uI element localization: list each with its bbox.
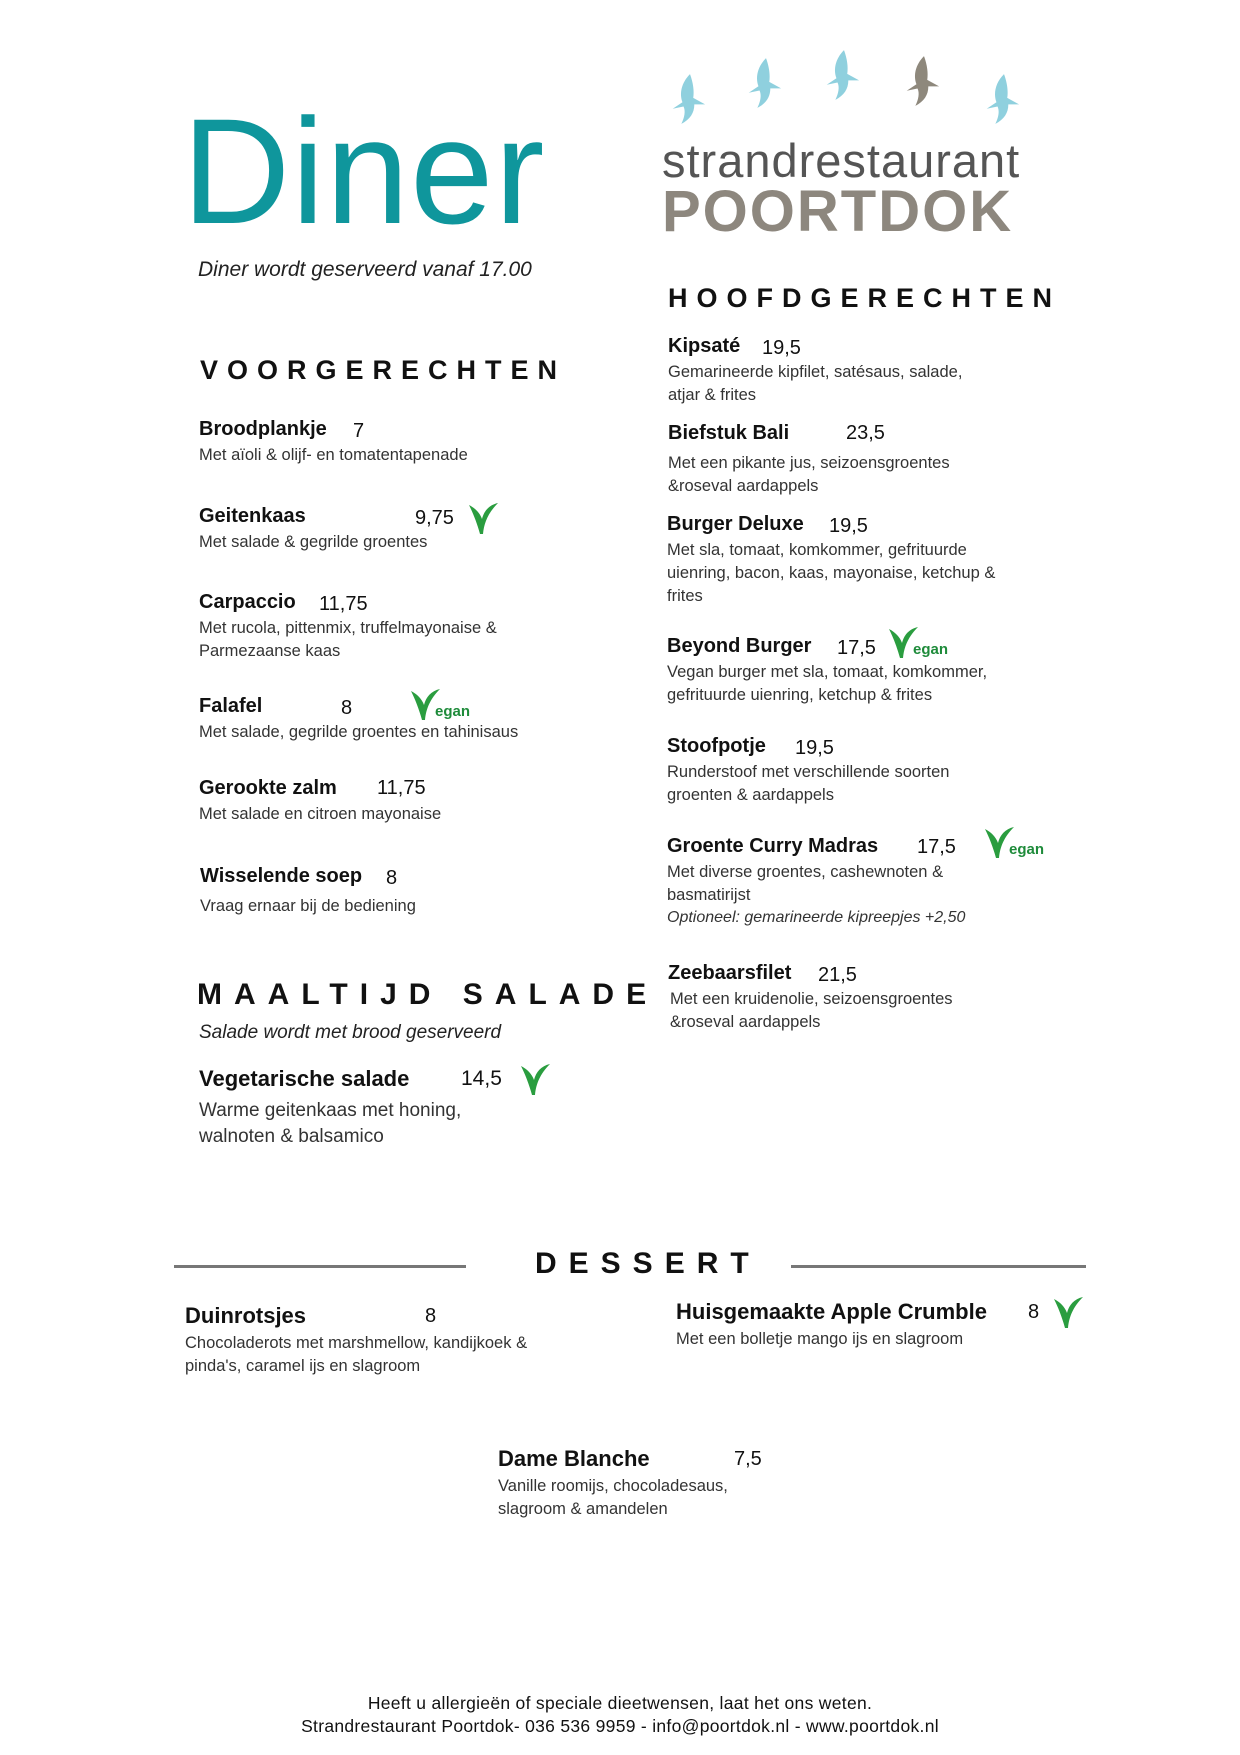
logo-text-poortdok: POORTDOK (662, 179, 1014, 244)
bird-icon (907, 56, 939, 106)
item-price: 21,5 (818, 964, 857, 986)
menu-item-stoofpotje (667, 735, 967, 807)
item-description: Met salade en citroen mayonaise (199, 805, 442, 823)
item-description: Met sla, tomaat, komkommer, gefrituurde uienring, bacon, kaas, mayonaise, ketchup & frites (667, 541, 996, 605)
menu-item-wisselende-soep (200, 865, 620, 918)
vegetarian-leaf-icon (1050, 1293, 1086, 1331)
item-price: 8 (341, 697, 353, 719)
menu-item-geitenkaas (199, 505, 619, 554)
item-name: Groente Curry Madras (667, 835, 879, 857)
menu-item-apple-crumble (676, 1299, 1096, 1351)
menu-item-falafel (199, 695, 619, 744)
item-name: Carpaccio (199, 591, 296, 613)
item-name: Zeebaarsfilet (668, 962, 792, 984)
menu-item-broodplankje (199, 418, 619, 467)
item-name: Wisselende soep (200, 865, 363, 887)
section-heading-maaltijd-salade: MAALTIJD SALADE (197, 978, 659, 1011)
vegan-label: egan (1009, 841, 1045, 858)
bird-icon (749, 58, 781, 108)
item-name: Dame Blanche (498, 1446, 650, 1471)
menu-item-groente-curry-madras (667, 835, 1045, 927)
vegetarian-leaf-icon (517, 1060, 553, 1098)
item-price: 19,5 (795, 737, 834, 759)
menu-item-kipsate (668, 335, 998, 407)
page-title: Diner (182, 87, 546, 255)
menu-item-dame-blanche (498, 1446, 762, 1521)
item-description: Met aïoli & olijf- en tomatentapenade (199, 446, 468, 464)
item-price: 9,75 (415, 507, 454, 529)
item-price: 7 (353, 420, 365, 442)
item-description: Met diverse groentes, cashewnoten & basmatirijst (667, 863, 944, 904)
menu-item-beyond-burger (667, 635, 997, 707)
item-name: Stoofpotje (667, 735, 766, 757)
footer-allergy-note: Heeft u allergieën of speciale dieetwensen, laat het ons weten. (367, 1693, 873, 1713)
divider-left (174, 1265, 466, 1268)
item-name: Broodplankje (199, 418, 327, 440)
item-description: Warme geitenkaas met honing, walnoten & balsamico (199, 1100, 462, 1147)
item-name: Burger Deluxe (667, 513, 804, 535)
item-description: Met een kruidenolie, seizoensgroentes &roseval aardappels (670, 990, 953, 1031)
item-name: Geitenkaas (199, 505, 306, 527)
menu-item-biefstuk-bali (668, 422, 968, 498)
item-description: Met een bolletje mango ijs en slagroom (676, 1330, 964, 1348)
item-name: Kipsaté (668, 335, 741, 357)
menu-item-vegetarische-salade (199, 1066, 502, 1150)
item-price: 19,5 (762, 337, 801, 359)
bird-icon (987, 74, 1019, 124)
item-price: 7,5 (734, 1448, 762, 1470)
menu-item-duinrotsjes (185, 1303, 545, 1378)
logo-text-strandrestaurant: strandrestaurant (662, 134, 1021, 187)
item-name: Huisgemaakte Apple Crumble (676, 1299, 987, 1324)
item-description: Vanille roomijs, chocoladesaus, slagroom & amandelen (498, 1477, 728, 1518)
item-name: Vegetarische salade (199, 1066, 410, 1091)
bird-icon (827, 50, 859, 100)
vegan-label: egan (913, 641, 949, 658)
item-description: Gemarineerde kipfilet, satésaus, salade, atjar & frites (668, 363, 963, 404)
item-description: Runderstoof met verschillende soorten groenten & aardappels (667, 763, 950, 804)
item-price: 14,5 (461, 1067, 502, 1090)
menu-item-zeebaarsfilet (668, 962, 968, 1034)
item-description: Met salade & gegrilde groentes (199, 533, 428, 551)
item-description: Met een pikante jus, seizoensgroentes &roseval aardappels (668, 454, 950, 495)
item-price: 8 (386, 867, 398, 889)
item-name: Beyond Burger (667, 635, 812, 657)
item-price: 17,5 (917, 836, 956, 858)
item-description: Chocoladerots met marshmellow, kandijkoek & pinda's, caramel ijs en slagroom (185, 1334, 528, 1375)
bird-icon (673, 74, 705, 124)
item-description: Vraag ernaar bij de bediening (200, 897, 416, 915)
item-price: 11,75 (319, 593, 368, 615)
section-heading-dessert: DESSERT (535, 1247, 761, 1280)
item-price: 23,5 (846, 422, 885, 444)
menu-item-burger-deluxe (667, 513, 997, 608)
divider-right (791, 1265, 1086, 1268)
item-description: Met salade, gegrilde groentes en tahinisaus (199, 723, 519, 741)
logo-birds (662, 46, 1042, 136)
item-price: 11,75 (377, 777, 426, 799)
vegan-label: egan (435, 703, 471, 720)
item-description: Vegan burger met sla, tomaat, komkommer, gefrituurde uienring, ketchup & frites (667, 663, 988, 704)
footer-contact: Strandrestaurant Poortdok- 036 536 9959 - info@poortdok.nl - www.poortdok.nl (301, 1716, 939, 1736)
item-price: 8 (1028, 1301, 1040, 1323)
item-description: Met rucola, pittenmix, truffelmayonaise & Parmezaanse kaas (199, 619, 497, 660)
menu-item-carpaccio (199, 591, 539, 663)
item-price: 8 (425, 1305, 437, 1327)
section-heading-hoofdgerechten: HOOFDGERECHTEN (668, 283, 1062, 313)
section-heading-voorgerechten: VOORGERECHTEN (200, 355, 567, 385)
item-optional-note: Optioneel: gemarineerde kipreepjes +2,50 (667, 909, 966, 926)
salade-note: Salade wordt met brood geserveerd (199, 1022, 502, 1043)
page-subtitle: Diner wordt geserveerd vanaf 17.00 (198, 258, 532, 281)
item-price: 17,5 (837, 637, 876, 659)
item-name: Gerookte zalm (199, 777, 337, 799)
menu-item-gerookte-zalm (199, 777, 619, 826)
vegetarian-leaf-icon (465, 499, 501, 537)
item-name: Falafel (199, 695, 263, 717)
item-name: Biefstuk Bali (668, 422, 790, 444)
bird-icons (662, 46, 1042, 136)
item-price: 19,5 (829, 515, 868, 537)
item-name: Duinrotsjes (185, 1303, 307, 1328)
